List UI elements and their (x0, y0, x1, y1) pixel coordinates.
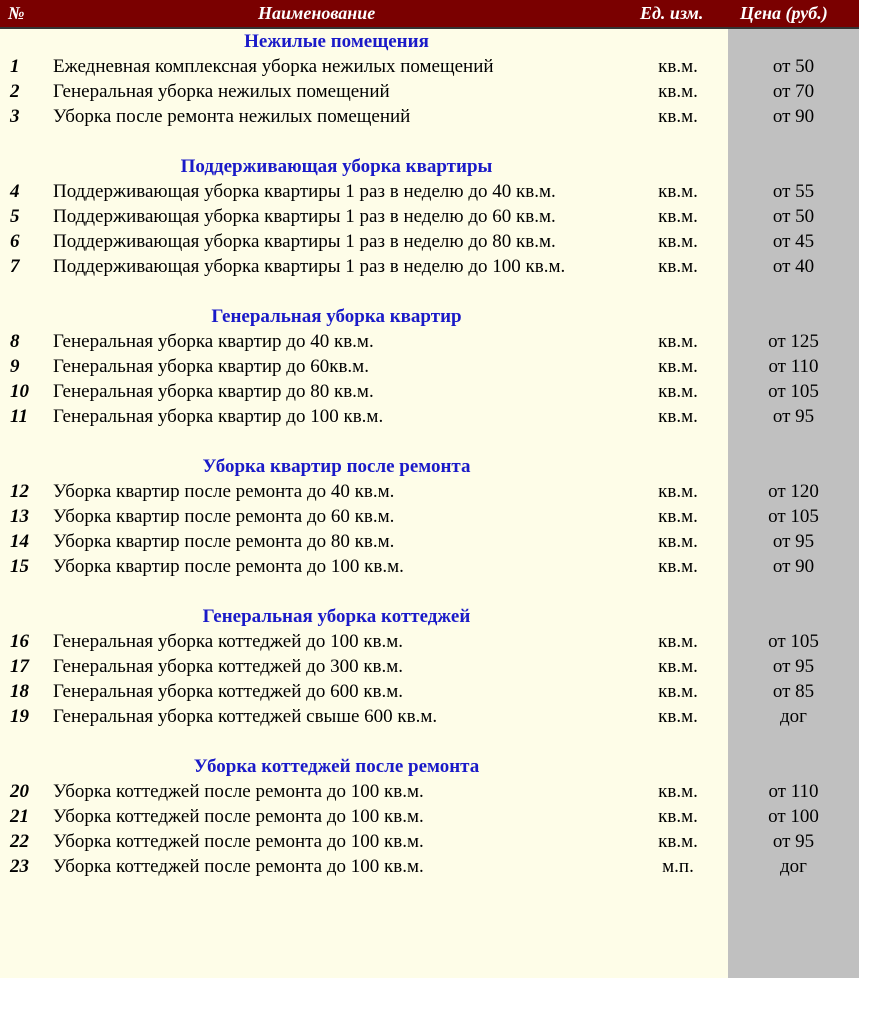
row-unit: кв.м. (658, 381, 698, 402)
section-title: Генеральная уборка коттеджей (202, 606, 471, 627)
table-header (0, 0, 859, 29)
row-name: Генеральная уборка квартир до 40 кв.м. (53, 331, 374, 352)
row-number: 15 (10, 556, 29, 577)
row-number: 18 (10, 681, 29, 702)
table-row (0, 54, 859, 79)
section-title: Нежилые помещения (244, 31, 429, 52)
section-title: Уборка коттеджей после ремонта (193, 756, 480, 777)
row-price: от 95 (772, 656, 815, 677)
row-name: Уборка коттеджей после ремонта до 100 кв.м. (53, 806, 424, 827)
row-unit: кв.м. (658, 531, 698, 552)
row-number: 6 (10, 231, 20, 252)
row-name: Генеральная уборка коттеджей до 100 кв.м. (53, 631, 404, 652)
section-title: Поддерживающая уборка квартиры (180, 156, 493, 177)
row-price: от 125 (768, 331, 819, 352)
row-name: Уборка квартир после ремонта до 60 кв.м. (53, 506, 395, 527)
table-row (0, 679, 859, 704)
row-unit: кв.м. (658, 181, 698, 202)
row-price: от 45 (772, 231, 815, 252)
row-price: от 95 (772, 831, 815, 852)
table-row (0, 104, 859, 129)
row-unit: кв.м. (658, 631, 698, 652)
section-spacer (0, 279, 859, 304)
table-row (0, 779, 859, 804)
table-row (0, 204, 859, 229)
row-number: 16 (10, 631, 29, 652)
row-unit: кв.м. (658, 831, 698, 852)
table-row (0, 179, 859, 204)
row-number: 5 (10, 206, 20, 227)
row-price: от 90 (772, 556, 815, 577)
table-row (0, 804, 859, 829)
header-name: Наименование (258, 3, 376, 23)
table-row (0, 254, 859, 279)
row-price: от 50 (772, 56, 815, 77)
section-spacer (0, 579, 859, 604)
row-name: Уборка квартир после ремонта до 100 кв.м. (53, 556, 404, 577)
row-unit: кв.м. (658, 406, 698, 427)
row-name: Уборка коттеджей после ремонта до 100 кв.м. (53, 831, 424, 852)
header-unit: Ед. изм. (640, 3, 704, 23)
table-row (0, 854, 859, 879)
row-name: Генеральная уборка коттеджей до 600 кв.м. (53, 681, 404, 702)
section-title: Уборка квартир после ремонта (202, 456, 471, 477)
row-name: Уборка квартир после ремонта до 80 кв.м. (53, 531, 395, 552)
row-number: 10 (10, 381, 29, 402)
row-price: от 110 (768, 356, 819, 377)
row-unit: кв.м. (658, 206, 698, 227)
section-spacer (0, 129, 859, 154)
table-row (0, 379, 859, 404)
row-name: Поддерживающая уборка квартиры 1 раз в неделю до 40 кв.м. (53, 181, 556, 202)
header-price: Цена (руб.) (740, 3, 828, 23)
row-price: от 100 (768, 806, 819, 827)
row-price: от 55 (772, 181, 815, 202)
row-name: Генеральная уборка нежилых помещений (53, 81, 390, 102)
row-price: от 85 (772, 681, 815, 702)
table-row (0, 354, 859, 379)
table-row (0, 829, 859, 854)
row-price: от 110 (768, 781, 819, 802)
table-row (0, 479, 859, 504)
row-price: от 40 (772, 256, 815, 277)
section-spacer (0, 429, 859, 454)
row-unit: кв.м. (658, 106, 698, 127)
row-number: 13 (10, 506, 29, 527)
row-price: от 50 (772, 206, 815, 227)
row-number: 7 (10, 256, 20, 277)
row-price: от 105 (768, 506, 819, 527)
row-name: Поддерживающая уборка квартиры 1 раз в неделю до 100 кв.м. (53, 256, 566, 277)
row-price: от 105 (768, 381, 819, 402)
row-unit: кв.м. (658, 706, 698, 727)
row-number: 14 (10, 531, 29, 552)
row-price: от 120 (768, 481, 819, 502)
row-unit: кв.м. (658, 556, 698, 577)
row-name: Поддерживающая уборка квартиры 1 раз в неделю до 60 кв.м. (53, 206, 556, 227)
row-name: Генеральная уборка квартир до 100 кв.м. (53, 406, 384, 427)
row-name: Генеральная уборка квартир до 80 кв.м. (53, 381, 374, 402)
row-name: Генеральная уборка коттеджей до 300 кв.м. (53, 656, 404, 677)
row-unit: кв.м. (658, 56, 698, 77)
row-name: Уборка коттеджей после ремонта до 100 кв.м. (53, 781, 424, 802)
row-number: 9 (10, 356, 20, 377)
table-row (0, 504, 859, 529)
row-unit: кв.м. (658, 781, 698, 802)
row-price: от 105 (768, 631, 819, 652)
table-row (0, 529, 859, 554)
row-number: 21 (10, 806, 29, 827)
row-number: 8 (10, 331, 20, 352)
row-price: от 70 (772, 81, 815, 102)
price-table-body (0, 29, 859, 879)
row-number: 12 (10, 481, 29, 502)
row-price: от 90 (772, 106, 815, 127)
row-unit: кв.м. (658, 506, 698, 527)
row-number: 23 (10, 856, 29, 877)
row-number: 4 (10, 181, 20, 202)
row-name: Уборка коттеджей после ремонта до 100 кв.м. (53, 856, 424, 877)
row-unit: кв.м. (658, 231, 698, 252)
row-number: 1 (10, 56, 20, 77)
row-price: от 95 (772, 531, 815, 552)
row-number: 19 (10, 706, 29, 727)
table-row (0, 404, 859, 429)
row-name: Генеральная уборка квартир до 60кв.м. (53, 356, 369, 377)
row-number: 11 (10, 406, 28, 427)
row-number: 2 (10, 81, 20, 102)
table-row (0, 554, 859, 579)
section-spacer (0, 729, 859, 754)
row-unit: кв.м. (658, 681, 698, 702)
row-unit: кв.м. (658, 356, 698, 377)
section-title: Генеральная уборка квартир (211, 306, 462, 327)
row-number: 3 (10, 106, 20, 127)
table-row (0, 329, 859, 354)
table-row (0, 654, 859, 679)
table-row (0, 229, 859, 254)
row-unit: кв.м. (658, 81, 698, 102)
header-number: № (8, 3, 25, 23)
row-number: 17 (10, 656, 29, 677)
row-price: дог (780, 706, 807, 727)
row-number: 22 (10, 831, 29, 852)
table-row (0, 79, 859, 104)
row-number: 20 (10, 781, 29, 802)
row-unit: м.п. (662, 856, 694, 877)
table-row (0, 629, 859, 654)
row-unit: кв.м. (658, 806, 698, 827)
row-unit: кв.м. (658, 656, 698, 677)
row-name: Поддерживающая уборка квартиры 1 раз в неделю до 80 кв.м. (53, 231, 556, 252)
row-price: дог (780, 856, 807, 877)
row-name: Генеральная уборка коттеджей свыше 600 кв.м. (53, 706, 438, 727)
row-name: Уборка после ремонта нежилых помещений (53, 106, 411, 127)
row-unit: кв.м. (658, 331, 698, 352)
row-name: Ежедневная комплексная уборка нежилых помещений (53, 56, 494, 77)
row-price: от 95 (772, 406, 815, 427)
row-unit: кв.м. (658, 481, 698, 502)
row-name: Уборка квартир после ремонта до 40 кв.м. (53, 481, 395, 502)
row-unit: кв.м. (658, 256, 698, 277)
table-row (0, 704, 859, 729)
